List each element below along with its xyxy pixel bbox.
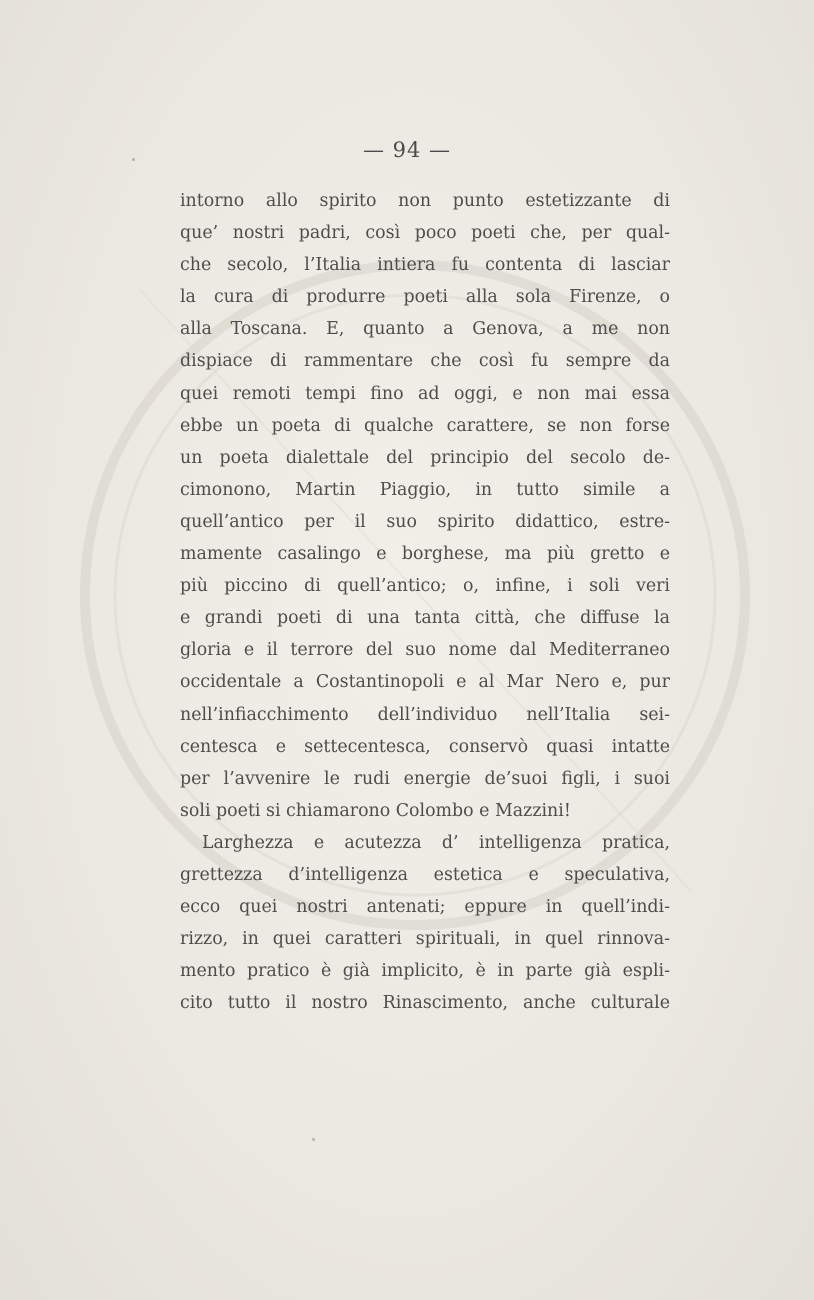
text-line: centesca e settecentesca, conservò quasi intatte [180,736,670,757]
text-line: occidentale a Costantinopoli e al Mar Nero e, pur [180,672,670,693]
text-line: quei remoti tempi fino ad oggi, e non mai essa [180,383,670,404]
body-text [180,185,670,1019]
text-line: e grandi poeti di una tanta città, che diffuse la [180,608,670,629]
text-line: quell’antico per il suo spirito didattico, estre- [180,511,670,532]
text-line: mento pratico è già implicito, è in parte già espli- [180,961,670,982]
text-line: soli poeti si chiamarono Colombo e Mazzini! [180,800,571,821]
paper-speck [132,158,135,161]
text-line: intorno allo spirito non punto estetizzante di [180,191,670,211]
text-line: Larghezza e acutezza d’ intelligenza pratica, [202,832,670,853]
text-line: un poeta dialettale del principio del secolo de- [180,447,670,468]
text-line: per l’avvenire le rudi energie de’suoi figli, i suoi [180,768,670,789]
text-line: que’ nostri padri, così poco poeti che, per qual- [180,223,670,244]
text-line: ebbe un poeta di qualche carattere, se non forse [180,415,670,436]
text-line: cito tutto il nostro Rinascimento, anche culturale [180,993,670,1014]
text-line: ecco quei nostri antenati; eppure in quell’indi- [180,897,670,918]
text-line: alla Toscana. E, quanto a Genova, a me non [180,319,670,340]
text-line: rizzo, in quei caratteri spirituali, in quel rinnova- [180,929,670,950]
text-line: nell’infiacchimento dell’individuo nell’Italia sei- [180,704,670,725]
text-line: grettezza d’intelligenza estetica e speculativa, [180,864,670,885]
paper-speck [312,1138,315,1141]
text-line: dispiace di rammentare che così fu sempre da [180,351,670,372]
paragraph [180,827,670,1020]
text-line: mamente casalingo e borghese, ma più gretto e [180,544,670,565]
page-number: — 94 — [362,138,452,162]
text-line: che secolo, l’Italia intiera fu contenta di lasciar [180,255,670,276]
text-line: più piccino di quell’antico; o, infine, i soli veri [180,576,670,597]
text-line: la cura di produrre poeti alla sola Firenze, o [180,287,670,308]
paragraph [180,185,670,827]
text-line: gloria e il terrore del suo nome dal Mediterraneo [180,640,670,661]
text-line: cimonono, Martin Piaggio, in tutto simile a [180,479,670,500]
